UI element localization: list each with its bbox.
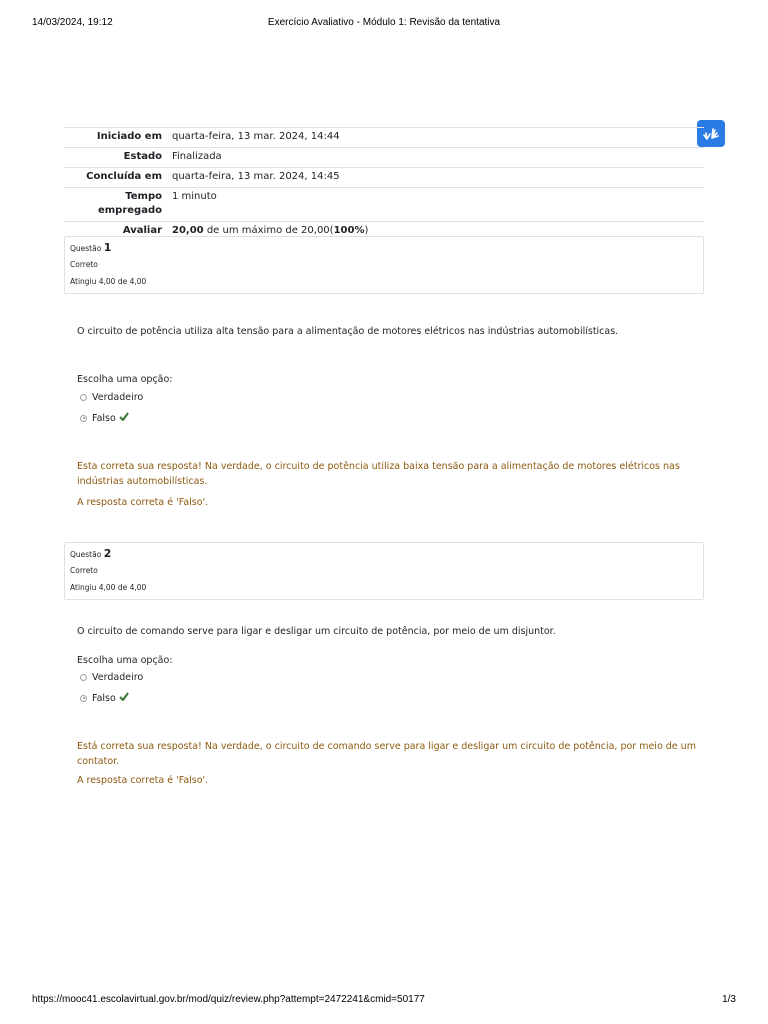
state-label: Estado [64, 148, 168, 168]
question-info-1 [64, 236, 704, 294]
option-verdadeiro[interactable] [80, 392, 143, 403]
question-label: Questão [70, 244, 104, 253]
check-icon [119, 692, 129, 704]
right-answer-1: A resposta correta é 'Falso'. [77, 497, 209, 508]
question-number-value: 2 [103, 547, 112, 560]
sign-language-hands-icon [702, 125, 720, 143]
question-state: Correto [70, 260, 98, 269]
started-label: Iniciado em [64, 128, 168, 148]
option-falso[interactable] [80, 412, 129, 424]
question-number [70, 547, 111, 562]
check-icon [119, 412, 129, 424]
question-state: Correto [70, 566, 98, 575]
print-page-title: Exercício Avaliativo - Módulo 1: Revisão da tentativa [267, 17, 501, 28]
radio-button-selected[interactable] [80, 415, 87, 422]
option-falso[interactable] [80, 692, 129, 704]
question-info-2 [64, 542, 704, 600]
started-value: quarta-feira, 13 mar. 2024, 14:44 [168, 128, 704, 148]
time-label-line-1: Tempo [125, 191, 162, 202]
state-value: Finalizada [168, 148, 704, 168]
print-page-number: 1/3 [722, 994, 736, 1005]
completed-value: quarta-feira, 13 mar. 2024, 14:45 [168, 168, 704, 188]
choose-option-prompt: Escolha uma opção: [77, 655, 173, 666]
question-number [70, 241, 111, 256]
grade-percent: 100% [333, 225, 365, 236]
time-label [64, 188, 168, 222]
choose-option-prompt: Escolha uma opção: [77, 374, 173, 385]
grade-label: Avaliar [64, 222, 168, 242]
option-label: Falso [92, 412, 116, 424]
summary-row-completed [64, 168, 704, 188]
summary-row-time [64, 188, 704, 222]
right-answer-2: A resposta correta é 'Falso'. [77, 775, 209, 786]
radio-button[interactable] [80, 394, 87, 401]
attempt-summary-table [64, 127, 704, 242]
grade-max: de um máximo de 20,00( [203, 225, 334, 236]
option-verdadeiro[interactable] [80, 672, 143, 683]
question-label: Questão [70, 550, 104, 559]
option-label: Falso [92, 692, 116, 704]
question-grade: Atingiu 4,00 de 4,00 [70, 583, 147, 592]
option-label: Verdadeiro [92, 392, 144, 403]
print-datetime: 14/03/2024, 19:12 [32, 17, 113, 28]
grade-score: 20,00 [172, 225, 204, 236]
grade-close: ) [364, 225, 369, 236]
question-feedback-1: Esta correta sua resposta! Na verdade, o circuito de potência utiliza baixa tensão para a alimentação de motores elétricos nas indústrias automobilísticas. [77, 461, 680, 487]
question-grade: Atingiu 4,00 de 4,00 [70, 277, 147, 286]
completed-label: Concluída em [64, 168, 168, 188]
time-label-line-2: empregado [97, 205, 162, 216]
question-text-1: O circuito de potência utiliza alta tensão para a alimentação de motores elétricos nas indústrias automobilísticas. [77, 326, 619, 337]
print-url: https://mooc41.escolavirtual.gov.br/mod/quiz/review.php?attempt=2472241&cmid=50177 [32, 994, 425, 1005]
option-label: Verdadeiro [92, 672, 144, 683]
radio-button-selected[interactable] [80, 695, 87, 702]
question-feedback-2: Está correta sua resposta! Na verdade, o circuito de comando serve para ligar e desligar um circuito de potência, por meio de um contator. [77, 741, 696, 767]
question-text-2: O circuito de comando serve para ligar e desligar um circuito de potência, por meio de um disjuntor. [77, 626, 556, 637]
summary-row-started [64, 128, 704, 148]
summary-row-state [64, 148, 704, 168]
question-number-value: 1 [103, 241, 112, 254]
radio-button[interactable] [80, 674, 87, 681]
time-value: 1 minuto [168, 188, 704, 222]
